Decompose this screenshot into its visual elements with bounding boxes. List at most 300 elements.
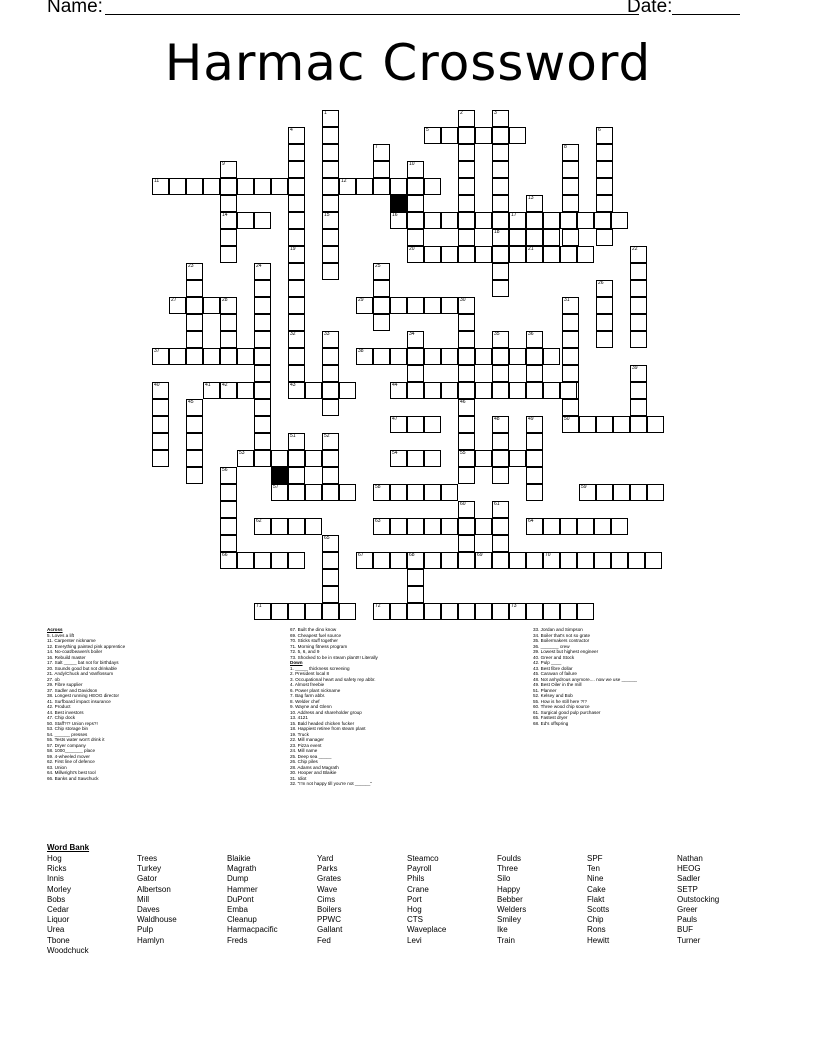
crossword-cell[interactable] — [579, 484, 596, 501]
crossword-cell[interactable] — [356, 178, 373, 195]
crossword-cell[interactable] — [271, 178, 288, 195]
crossword-cell[interactable] — [577, 212, 594, 229]
crossword-cell[interactable] — [441, 348, 458, 365]
crossword-cell[interactable] — [322, 212, 339, 229]
crossword-cell[interactable] — [254, 365, 271, 382]
crossword-cell[interactable] — [613, 416, 630, 433]
crossword-cell[interactable] — [288, 161, 305, 178]
crossword-cell[interactable] — [526, 484, 543, 501]
crossword-cell[interactable] — [220, 314, 237, 331]
crossword-cell[interactable] — [630, 399, 647, 416]
crossword-cell[interactable] — [407, 178, 424, 195]
crossword-cell[interactable] — [254, 433, 271, 450]
crossword-cell[interactable] — [288, 144, 305, 161]
crossword-cell[interactable] — [322, 365, 339, 382]
crossword-cell[interactable] — [630, 297, 647, 314]
crossword-cell[interactable] — [492, 552, 509, 569]
crossword-cell[interactable] — [562, 229, 579, 246]
crossword-cell[interactable] — [339, 178, 356, 195]
crossword-cell[interactable] — [407, 569, 424, 586]
crossword-cell[interactable] — [458, 110, 475, 127]
crossword-cell[interactable] — [288, 467, 305, 484]
crossword-cell[interactable] — [560, 212, 577, 229]
crossword-cell[interactable] — [288, 314, 305, 331]
crossword-cell[interactable] — [407, 416, 424, 433]
crossword-cell[interactable] — [339, 484, 356, 501]
crossword-cell[interactable] — [322, 450, 339, 467]
crossword-cell[interactable] — [424, 246, 441, 263]
crossword-cell[interactable] — [186, 178, 203, 195]
crossword-cell[interactable] — [322, 331, 339, 348]
crossword-cell[interactable] — [630, 280, 647, 297]
crossword-cell[interactable] — [288, 178, 305, 195]
crossword-cell[interactable] — [543, 246, 560, 263]
crossword-cell[interactable] — [390, 348, 407, 365]
crossword-cell[interactable] — [288, 331, 305, 348]
crossword-cell[interactable] — [288, 484, 305, 501]
crossword-cell[interactable] — [424, 518, 441, 535]
crossword-cell[interactable] — [373, 263, 390, 280]
crossword-cell[interactable] — [186, 467, 203, 484]
crossword-cell[interactable] — [424, 382, 441, 399]
crossword-cell[interactable] — [424, 212, 441, 229]
crossword-cell[interactable] — [152, 382, 169, 399]
crossword-cell[interactable] — [492, 229, 509, 246]
crossword-cell[interactable] — [630, 416, 647, 433]
crossword-cell[interactable] — [562, 416, 579, 433]
crossword-cell[interactable] — [492, 212, 509, 229]
crossword-cell[interactable] — [373, 552, 390, 569]
crossword-cell[interactable] — [492, 450, 509, 467]
crossword-cell[interactable] — [596, 297, 613, 314]
crossword-cell[interactable] — [322, 110, 339, 127]
crossword-cell[interactable] — [288, 297, 305, 314]
crossword-cell[interactable] — [407, 603, 424, 620]
crossword-cell[interactable] — [152, 178, 169, 195]
crossword-cell[interactable] — [390, 297, 407, 314]
crossword-cell[interactable] — [526, 348, 543, 365]
crossword-cell[interactable] — [526, 552, 543, 569]
crossword-cell[interactable] — [458, 603, 475, 620]
crossword-cell[interactable] — [441, 518, 458, 535]
crossword-cell[interactable] — [526, 603, 543, 620]
crossword-cell[interactable] — [186, 433, 203, 450]
crossword-cell[interactable] — [373, 348, 390, 365]
crossword-cell[interactable] — [186, 263, 203, 280]
crossword-cell[interactable] — [288, 246, 305, 263]
crossword-cell[interactable] — [407, 229, 424, 246]
crossword-cell[interactable] — [596, 280, 613, 297]
crossword-cell[interactable] — [509, 229, 526, 246]
crossword-cell[interactable] — [373, 518, 390, 535]
crossword-cell[interactable] — [596, 195, 613, 212]
crossword-cell[interactable] — [562, 314, 579, 331]
crossword-cell[interactable] — [492, 127, 509, 144]
crossword-cell[interactable] — [152, 433, 169, 450]
crossword-cell[interactable] — [237, 450, 254, 467]
crossword-cell[interactable] — [373, 280, 390, 297]
crossword-cell[interactable] — [424, 603, 441, 620]
crossword-cell[interactable] — [288, 433, 305, 450]
crossword-cell[interactable] — [509, 603, 526, 620]
crossword-cell[interactable] — [288, 280, 305, 297]
crossword-cell[interactable] — [169, 297, 186, 314]
crossword-cell[interactable] — [152, 450, 169, 467]
crossword-cell[interactable] — [611, 518, 628, 535]
crossword-cell[interactable] — [526, 467, 543, 484]
crossword-cell[interactable] — [596, 331, 613, 348]
crossword-cell[interactable] — [305, 382, 322, 399]
crossword-cell[interactable] — [613, 484, 630, 501]
crossword-cell[interactable] — [458, 127, 475, 144]
crossword-cell[interactable] — [475, 246, 492, 263]
crossword-cell[interactable] — [543, 382, 560, 399]
crossword-cell[interactable] — [424, 450, 441, 467]
crossword-cell[interactable] — [543, 212, 560, 229]
crossword-cell[interactable] — [492, 433, 509, 450]
crossword-cell[interactable] — [220, 467, 237, 484]
crossword-cell[interactable] — [288, 263, 305, 280]
crossword-cell[interactable] — [220, 484, 237, 501]
crossword-cell[interactable] — [407, 586, 424, 603]
crossword-cell[interactable] — [424, 178, 441, 195]
crossword-cell[interactable] — [509, 212, 526, 229]
crossword-cell[interactable] — [390, 552, 407, 569]
crossword-cell[interactable] — [322, 484, 339, 501]
crossword-cell[interactable] — [458, 433, 475, 450]
crossword-cell[interactable] — [407, 195, 424, 212]
crossword-cell[interactable] — [390, 212, 407, 229]
crossword-cell[interactable] — [407, 552, 424, 569]
crossword-cell[interactable] — [560, 246, 577, 263]
crossword-cell[interactable] — [305, 518, 322, 535]
crossword-cell[interactable] — [390, 518, 407, 535]
crossword-cell[interactable] — [475, 450, 492, 467]
crossword-cell[interactable] — [475, 212, 492, 229]
crossword-cell[interactable] — [458, 518, 475, 535]
crossword-cell[interactable] — [526, 382, 543, 399]
crossword-cell[interactable] — [390, 450, 407, 467]
crossword-cell[interactable] — [407, 365, 424, 382]
crossword-cell[interactable] — [492, 280, 509, 297]
crossword-cell[interactable] — [492, 246, 509, 263]
crossword-cell[interactable] — [475, 348, 492, 365]
crossword-cell[interactable] — [458, 331, 475, 348]
crossword-cell[interactable] — [186, 331, 203, 348]
crossword-cell[interactable] — [254, 382, 271, 399]
crossword-cell[interactable] — [271, 518, 288, 535]
crossword-cell[interactable] — [458, 212, 475, 229]
crossword-cell[interactable] — [322, 552, 339, 569]
crossword-cell[interactable] — [577, 603, 594, 620]
crossword-cell[interactable] — [356, 552, 373, 569]
crossword-cell[interactable] — [611, 552, 628, 569]
crossword-cell[interactable] — [441, 382, 458, 399]
crossword-cell[interactable] — [254, 178, 271, 195]
crossword-cell[interactable] — [475, 603, 492, 620]
crossword-cell[interactable] — [288, 552, 305, 569]
crossword-cell[interactable] — [509, 127, 526, 144]
crossword-cell[interactable] — [458, 161, 475, 178]
crossword-cell[interactable] — [492, 161, 509, 178]
crossword-cell[interactable] — [373, 297, 390, 314]
crossword-cell[interactable] — [475, 382, 492, 399]
crossword-cell[interactable] — [424, 484, 441, 501]
crossword-cell[interactable] — [647, 416, 664, 433]
crossword-cell[interactable] — [630, 331, 647, 348]
crossword-cell[interactable] — [322, 382, 339, 399]
crossword-cell[interactable] — [596, 127, 613, 144]
crossword-cell[interactable] — [322, 399, 339, 416]
crossword-cell[interactable] — [288, 603, 305, 620]
crossword-cell[interactable] — [186, 297, 203, 314]
crossword-cell[interactable] — [543, 229, 560, 246]
crossword-cell[interactable] — [220, 161, 237, 178]
crossword-cell[interactable] — [630, 484, 647, 501]
crossword-cell[interactable] — [186, 399, 203, 416]
crossword-cell[interactable] — [322, 586, 339, 603]
crossword-cell[interactable] — [322, 263, 339, 280]
crossword-cell[interactable] — [630, 246, 647, 263]
crossword-cell[interactable] — [322, 178, 339, 195]
crossword-cell[interactable] — [630, 314, 647, 331]
crossword-cell[interactable] — [424, 416, 441, 433]
crossword-cell[interactable] — [407, 348, 424, 365]
crossword-cell[interactable] — [237, 552, 254, 569]
crossword-cell[interactable] — [254, 212, 271, 229]
crossword-cell[interactable] — [628, 552, 645, 569]
crossword-cell[interactable] — [492, 518, 509, 535]
crossword-cell[interactable] — [579, 416, 596, 433]
crossword-cell[interactable] — [647, 484, 664, 501]
crossword-cell[interactable] — [509, 382, 526, 399]
crossword-cell[interactable] — [492, 365, 509, 382]
crossword-cell[interactable] — [407, 161, 424, 178]
crossword-cell[interactable] — [373, 178, 390, 195]
crossword-cell[interactable] — [254, 603, 271, 620]
crossword-cell[interactable] — [288, 348, 305, 365]
crossword-cell[interactable] — [562, 297, 579, 314]
crossword-cell[interactable] — [562, 331, 579, 348]
crossword-cell[interactable] — [596, 229, 613, 246]
crossword-cell[interactable] — [441, 246, 458, 263]
crossword-cell[interactable] — [220, 501, 237, 518]
crossword-cell[interactable] — [237, 348, 254, 365]
crossword-cell[interactable] — [596, 484, 613, 501]
crossword-cell[interactable] — [254, 331, 271, 348]
crossword-cell[interactable] — [492, 535, 509, 552]
crossword-cell[interactable] — [288, 212, 305, 229]
crossword-cell[interactable] — [596, 144, 613, 161]
crossword-cell[interactable] — [186, 348, 203, 365]
crossword-cell[interactable] — [339, 603, 356, 620]
crossword-cell[interactable] — [220, 195, 237, 212]
crossword-cell[interactable] — [322, 433, 339, 450]
crossword-cell[interactable] — [288, 195, 305, 212]
crossword-cell[interactable] — [458, 535, 475, 552]
crossword-cell[interactable] — [220, 535, 237, 552]
crossword-cell[interactable] — [526, 416, 543, 433]
crossword-cell[interactable] — [509, 552, 526, 569]
crossword-cell[interactable] — [509, 450, 526, 467]
crossword-cell[interactable] — [271, 484, 288, 501]
crossword-cell[interactable] — [322, 195, 339, 212]
crossword-cell[interactable] — [543, 603, 560, 620]
crossword-cell[interactable] — [220, 552, 237, 569]
crossword-cell[interactable] — [458, 246, 475, 263]
crossword-cell[interactable] — [322, 161, 339, 178]
crossword-cell[interactable] — [373, 144, 390, 161]
crossword-cell[interactable] — [458, 314, 475, 331]
crossword-cell[interactable] — [509, 348, 526, 365]
crossword-cell[interactable] — [492, 382, 509, 399]
crossword-cell[interactable] — [526, 450, 543, 467]
crossword-cell[interactable] — [322, 229, 339, 246]
crossword-cell[interactable] — [254, 450, 271, 467]
crossword-cell[interactable] — [526, 365, 543, 382]
crossword-cell[interactable] — [186, 314, 203, 331]
crossword-cell[interactable] — [152, 399, 169, 416]
crossword-cell[interactable] — [526, 518, 543, 535]
crossword-cell[interactable] — [562, 195, 579, 212]
crossword-cell[interactable] — [560, 382, 577, 399]
crossword-cell[interactable] — [562, 178, 579, 195]
crossword-cell[interactable] — [458, 450, 475, 467]
crossword-cell[interactable] — [560, 603, 577, 620]
crossword-cell[interactable] — [254, 518, 271, 535]
crossword-cell[interactable] — [424, 297, 441, 314]
crossword-cell[interactable] — [169, 178, 186, 195]
crossword-cell[interactable] — [458, 416, 475, 433]
crossword-cell[interactable] — [322, 348, 339, 365]
crossword-cell[interactable] — [424, 348, 441, 365]
crossword-cell[interactable] — [424, 127, 441, 144]
crossword-cell[interactable] — [458, 348, 475, 365]
crossword-cell[interactable] — [458, 382, 475, 399]
crossword-cell[interactable] — [492, 110, 509, 127]
crossword-cell[interactable] — [543, 552, 560, 569]
crossword-cell[interactable] — [220, 348, 237, 365]
crossword-cell[interactable] — [594, 552, 611, 569]
crossword-cell[interactable] — [254, 263, 271, 280]
crossword-cell[interactable] — [509, 246, 526, 263]
crossword-cell[interactable] — [356, 297, 373, 314]
crossword-cell[interactable] — [169, 348, 186, 365]
crossword-cell[interactable] — [288, 365, 305, 382]
crossword-cell[interactable] — [254, 416, 271, 433]
crossword-cell[interactable] — [526, 433, 543, 450]
crossword-cell[interactable] — [322, 569, 339, 586]
crossword-cell[interactable] — [152, 348, 169, 365]
crossword-cell[interactable] — [220, 178, 237, 195]
crossword-cell[interactable] — [407, 450, 424, 467]
crossword-cell[interactable] — [458, 144, 475, 161]
crossword-cell[interactable] — [458, 365, 475, 382]
crossword-cell[interactable] — [373, 484, 390, 501]
crossword-cell[interactable] — [645, 552, 662, 569]
crossword-cell[interactable] — [630, 263, 647, 280]
crossword-cell[interactable] — [220, 229, 237, 246]
crossword-cell[interactable] — [492, 467, 509, 484]
crossword-cell[interactable] — [322, 603, 339, 620]
crossword-cell[interactable] — [596, 314, 613, 331]
crossword-cell[interactable] — [475, 127, 492, 144]
crossword-cell[interactable] — [630, 382, 647, 399]
crossword-cell[interactable] — [526, 331, 543, 348]
crossword-cell[interactable] — [458, 399, 475, 416]
crossword-cell[interactable] — [288, 450, 305, 467]
crossword-cell[interactable] — [322, 467, 339, 484]
crossword-cell[interactable] — [390, 484, 407, 501]
crossword-cell[interactable] — [373, 314, 390, 331]
crossword-cell[interactable] — [441, 484, 458, 501]
crossword-cell[interactable] — [562, 348, 579, 365]
crossword-cell[interactable] — [288, 229, 305, 246]
crossword-cell[interactable] — [441, 297, 458, 314]
crossword-cell[interactable] — [475, 552, 492, 569]
crossword-cell[interactable] — [562, 161, 579, 178]
crossword-cell[interactable] — [458, 178, 475, 195]
crossword-cell[interactable] — [407, 518, 424, 535]
crossword-cell[interactable] — [596, 416, 613, 433]
crossword-cell[interactable] — [458, 297, 475, 314]
crossword-cell[interactable] — [492, 178, 509, 195]
crossword-cell[interactable] — [407, 382, 424, 399]
crossword-cell[interactable] — [562, 144, 579, 161]
crossword-cell[interactable] — [458, 467, 475, 484]
crossword-cell[interactable] — [203, 348, 220, 365]
crossword-cell[interactable] — [526, 212, 543, 229]
crossword-cell[interactable] — [630, 365, 647, 382]
crossword-cell[interactable] — [560, 552, 577, 569]
crossword-cell[interactable] — [254, 280, 271, 297]
crossword-cell[interactable] — [441, 212, 458, 229]
crossword-cell[interactable] — [271, 450, 288, 467]
crossword-cell[interactable] — [305, 450, 322, 467]
crossword-cell[interactable] — [373, 161, 390, 178]
crossword-cell[interactable] — [594, 518, 611, 535]
crossword-cell[interactable] — [186, 450, 203, 467]
crossword-cell[interactable] — [322, 535, 339, 552]
crossword-cell[interactable] — [475, 518, 492, 535]
crossword-cell[interactable] — [254, 348, 271, 365]
crossword-cell[interactable] — [220, 297, 237, 314]
crossword-cell[interactable] — [596, 178, 613, 195]
crossword-cell[interactable] — [271, 603, 288, 620]
crossword-cell[interactable] — [203, 297, 220, 314]
crossword-cell[interactable] — [492, 348, 509, 365]
crossword-cell[interactable] — [492, 331, 509, 348]
crossword-cell[interactable] — [543, 518, 560, 535]
crossword-cell[interactable] — [594, 212, 611, 229]
crossword-cell[interactable] — [322, 127, 339, 144]
crossword-cell[interactable] — [203, 382, 220, 399]
crossword-cell[interactable] — [526, 229, 543, 246]
crossword-cell[interactable] — [203, 178, 220, 195]
crossword-cell[interactable] — [492, 195, 509, 212]
crossword-cell[interactable] — [254, 399, 271, 416]
crossword-cell[interactable] — [526, 195, 543, 212]
crossword-cell[interactable] — [424, 552, 441, 569]
crossword-cell[interactable] — [322, 246, 339, 263]
crossword-cell[interactable] — [596, 161, 613, 178]
crossword-cell[interactable] — [526, 246, 543, 263]
crossword-cell[interactable] — [441, 603, 458, 620]
crossword-cell[interactable] — [254, 552, 271, 569]
crossword-cell[interactable] — [356, 348, 373, 365]
crossword-cell[interactable] — [407, 246, 424, 263]
crossword-cell[interactable] — [220, 212, 237, 229]
